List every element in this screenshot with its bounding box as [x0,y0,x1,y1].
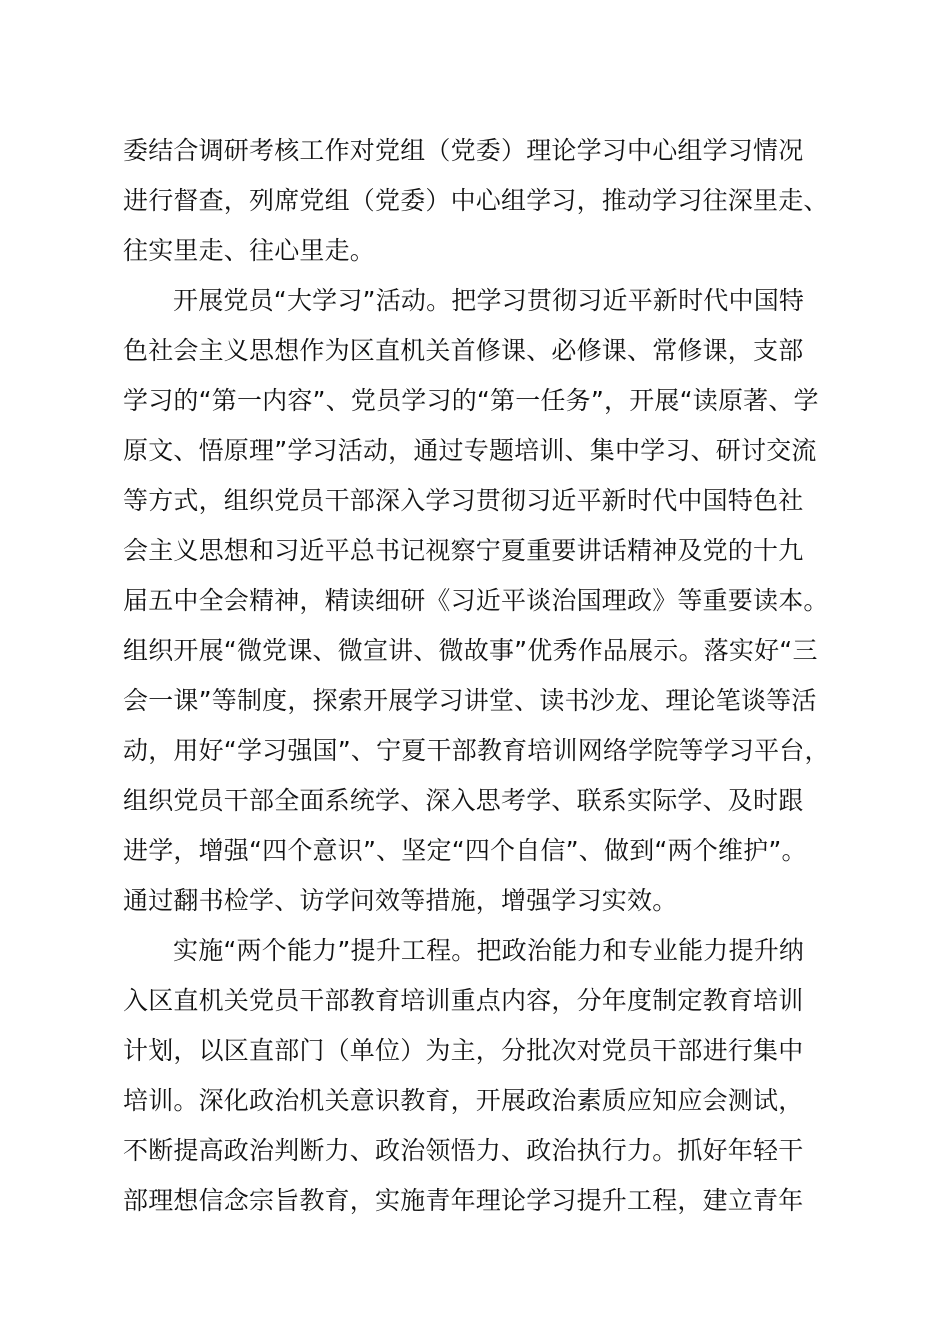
text-line-9: 会主义思想和习近平总书记视察宁夏重要讲话精神及党的十九 [123,536,804,565]
text-line-2: 进行督查，列席党组（党委）中心组学习，推动学习往深里走、 [123,186,829,215]
paragraph-2-first-line: 开展党员“大学习”活动。把学习贯彻习近平新时代中国特 [173,286,805,315]
text-line-14: 组织党员干部全面系统学、深入思考学、联系实际学、及时跟 [123,786,804,815]
text-line-10: 届五中全会精神，精读细研《习近平谈治国理政》等重要读本。 [123,586,829,615]
text-line-8: 等方式，组织党员干部深入学习贯彻习近平新时代中国特色社 [123,486,804,515]
text-line-1: 委结合调研考核工作对党组（党委）理论学习中心组学习情况 [123,136,804,165]
text-line-19: 计划，以区直部门（单位）为主，分批次对党员干部进行集中 [123,1036,804,1065]
text-line-21: 不断提高政治判断力、政治领悟力、政治执行力。抓好年轻干 [123,1136,804,1165]
text-line-22: 部理想信念宗旨教育，实施青年理论学习提升工程，建立青年 [123,1186,804,1215]
text-line-11: 组织开展“微党课、微宣讲、微故事”优秀作品展示。落实好“三 [123,636,818,665]
text-line-18: 入区直机关党员干部教育培训重点内容，分年度制定教育培训 [123,986,804,1015]
paragraph-3-first-line: 实施“两个能力”提升工程。把政治能力和专业能力提升纳 [173,936,805,965]
text-line-16: 通过翻书检学、访学问效等措施，增强学习实效。 [123,886,678,915]
text-line-7: 原文、悟原理”学习活动，通过专题培训、集中学习、研讨交流 [123,436,817,465]
text-line-13: 动，用好“学习强国”、宁夏干部教育培训网络学院等学习平台， [123,736,830,765]
text-line-5: 色社会主义思想作为区直机关首修课、必修课、常修课，支部 [123,336,804,365]
text-line-6: 学习的“第一内容”、党员学习的“第一任务”，开展“读原著、学 [123,386,819,415]
text-line-15: 进学，增强“四个意识”、坚定“四个自信”、做到“两个维护”。 [123,836,807,865]
text-line-3: 往实里走、往心里走。 [123,236,376,265]
text-line-20: 培训。深化政治机关意识教育，开展政治素质应知应会测试， [123,1086,804,1115]
text-line-12: 会一课”等制度，探索开展学习讲堂、读书沙龙、理论笔谈等活 [123,686,817,715]
